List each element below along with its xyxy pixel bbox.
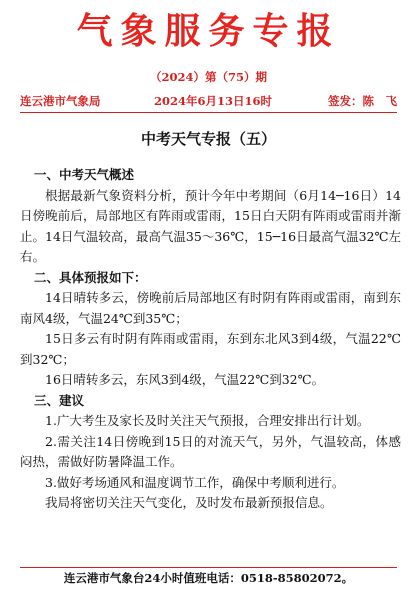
forecast-day-14: 14日晴转多云，傍晚前后局部地区有时阴有阵雨或雷雨，南到东南风4级，气温24℃到35℃； (20, 290, 401, 326)
forecast-day-15: 15日多云有时阴有阵雨或雷雨，东到东北风3到4级，气温22℃到32℃； (20, 331, 401, 367)
closing-statement: 我局将密切关注天气变化，及时发布最新预报信息。 (45, 495, 333, 510)
signer: 签发：陈 飞 (328, 94, 397, 108)
header-divider (20, 112, 397, 113)
advice-item-2: 2.需关注14日傍晚到15日的对流天气，另外，气温较高，体感闷热，需做好防暑降温工作。 (20, 433, 401, 469)
header-meta-row (20, 94, 397, 108)
document-title: 中考天气专报（五） (140, 130, 276, 148)
footer-divider (20, 567, 397, 568)
advice-item-3: 3.做好考场通风和温度调节工作，确保中考顺利进行。 (45, 474, 345, 490)
forecast-day-16: 16日晴转多云，东风3到4级，气温22℃到32℃。 (45, 372, 325, 387)
overview-paragraph: 根据最新气象资料分析，预计今年中考期间（6月14─16日）14日傍晚前后，局部地区有阵雨或雷雨，15日白天阴有阵雨或雷雨并渐止。14日气温较高，最高气温35～36℃，15─16日最高气温32℃左右。 (20, 187, 401, 264)
section-heading-advice: 三、建议 (34, 392, 85, 408)
section-heading-overview: 一、中考天气概述 (34, 167, 135, 182)
issue-date: 2024年6月13日16时 (154, 94, 273, 108)
footer-hotline: 连云港市气象台24小时值班电话：0518-85802072。 (63, 571, 354, 585)
issuer: 连云港市气象局 (20, 94, 101, 108)
issue-number: （2024）第（75）期 (149, 70, 267, 84)
advice-item-1: 1.广大考生及家长及时关注天气预报，合理安排出行计划。 (45, 413, 370, 428)
document-body (20, 165, 401, 514)
section-heading-forecast: 二、具体预报如下： (34, 269, 147, 285)
masthead-title: 气象服务专报 (76, 11, 341, 52)
